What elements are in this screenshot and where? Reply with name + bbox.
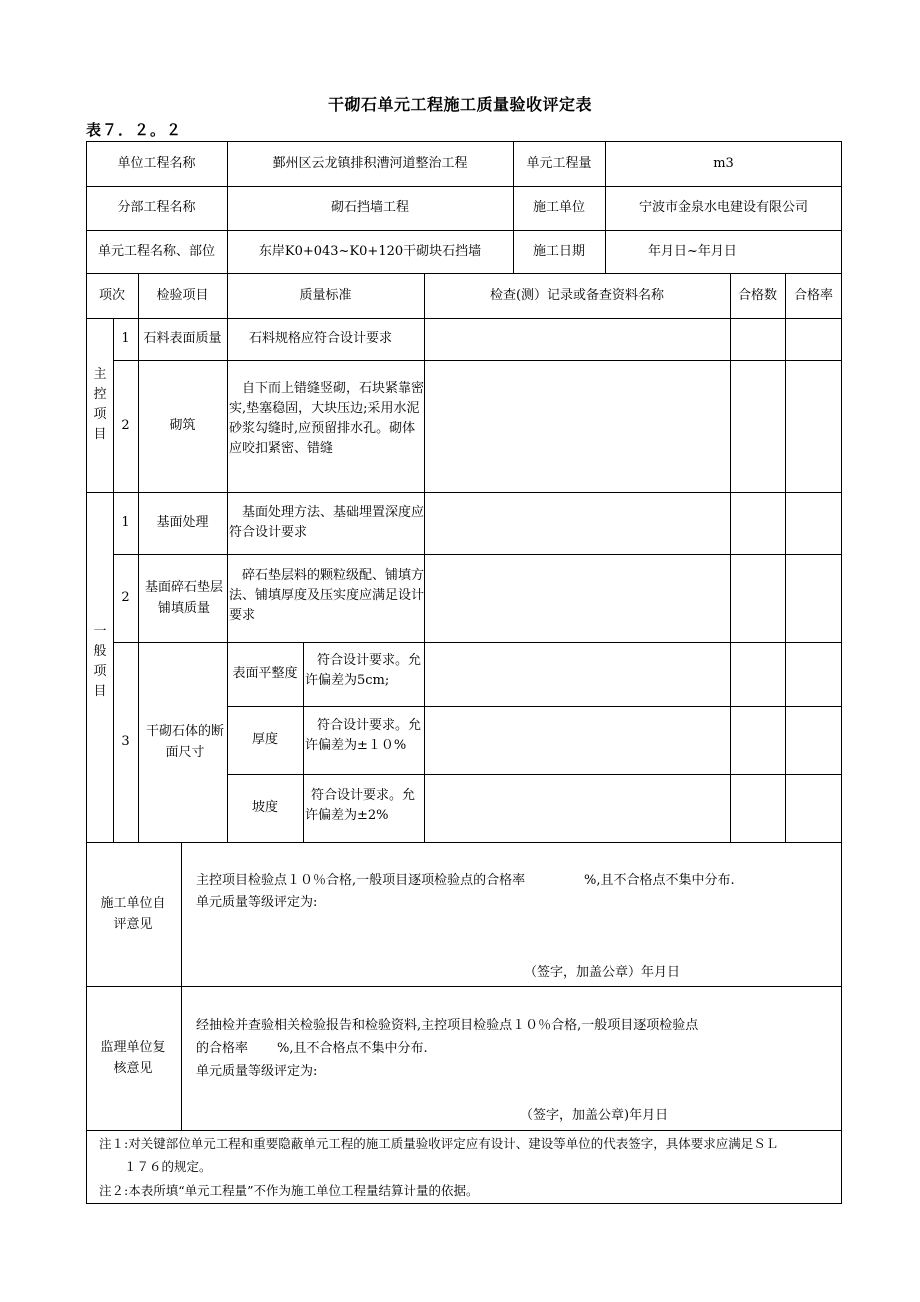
main-item-1-name: 石料表面质量	[143, 331, 222, 347]
col-record: 检查(测）记录或备查资料名称	[489, 287, 665, 303]
col-divider	[424, 273, 425, 842]
main-item-1-no: 1	[121, 331, 130, 347]
general-group-label: 一般项目	[93, 624, 107, 699]
col-inspection-item: 检验项目	[156, 287, 209, 303]
supervision-grade-line: 单元质量等级评定为:	[196, 1064, 318, 1079]
col-quality-standard: 质量标准	[299, 287, 352, 303]
self-eval-text-part1: 主控项目检验点１０％合格,一般项目逐项检验点的合格率	[196, 873, 526, 888]
sub-project-name-label: 分部工程名称	[117, 200, 196, 216]
document-title: 干砌石单元工程施工质量验收评定表	[327, 95, 592, 114]
note-1-line-1: 注１:对关键部位单元工程和重要隐蔽单元工程的施工质量验收评定应有设计、建设等单位的代表签字，具体要求应满足ＳＬ	[99, 1136, 779, 1151]
construction-date-label: 施工日期	[532, 243, 585, 259]
unit-project-name-value: 鄞州区云龙镇排积漕河道整治工程	[272, 155, 468, 171]
self-eval-text-part2: %,且不合格点不集中分布.	[584, 873, 735, 888]
self-eval-label: 施工单位自评意见	[100, 895, 166, 932]
self-eval-grade-line: 单元质量等级评定为:	[196, 895, 318, 910]
row-divider	[227, 774, 842, 775]
supervision-text-line2-part1: 的合格率	[196, 1041, 249, 1056]
general-item-1-no: 1	[121, 515, 130, 531]
element-name-label: 单元工程名称、部位	[97, 243, 215, 259]
main-group-label: 主控项目	[93, 367, 107, 442]
col-divider	[785, 273, 786, 842]
general-item-1-name: 基面处理	[156, 515, 209, 531]
construction-unit-value: 宁波市金泉水电建设有限公司	[638, 200, 808, 216]
col-divider	[303, 642, 304, 842]
construction-unit-label: 施工单位	[532, 200, 585, 216]
general-item-3-name: 干砌石体的断面尺寸	[146, 723, 225, 760]
general-item-3-sub-3-standard: 符合设计要求。允许偏差为±2%	[305, 788, 416, 824]
main-item-1-standard: 石料规格应符合设计要求	[249, 331, 393, 347]
note-1-line-2: １７６的规定。	[124, 1159, 212, 1174]
row-divider	[86, 1130, 842, 1131]
supervision-label: 监理单位复核意见	[100, 1039, 166, 1076]
general-item-2-standard: 碎石垫层料的颗粒级配、铺填方法、铺填厚度及压实度应满足设计要求	[229, 568, 425, 624]
general-item-3-sub-1-name: 表面平整度	[232, 666, 298, 682]
general-item-2-no: 2	[121, 590, 130, 606]
supervision-text-line1: 经抽检并查验相关检验报告和检验资料,主控项目检验点１０％合格,一般项目逐项检验点	[196, 1018, 699, 1033]
general-item-3-sub-3-name: 坡度	[251, 800, 278, 816]
general-item-3-sub-1-standard: 符合设计要求。允许偏差为5cm;	[305, 653, 422, 689]
supervision-sign-line: （签字，加盖公章)年月日	[520, 1108, 669, 1123]
col-item-no: 项次	[98, 287, 125, 303]
self-eval-sign-line: （签字，加盖公章）年月日	[524, 965, 681, 980]
row-divider	[86, 986, 842, 987]
col-divider	[730, 273, 731, 842]
construction-date-value: 年月日~年月日	[648, 243, 737, 259]
sub-project-name-value: 砌石挡墙工程	[330, 200, 409, 216]
row-divider	[227, 706, 842, 707]
unit-project-name-label: 单位工程名称	[117, 155, 196, 171]
supervision-text-line2-part2: %,且不合格点不集中分布.	[277, 1041, 428, 1056]
general-item-1-standard: 基面处理方法、基础埋置深度应符合设计要求	[229, 505, 425, 541]
table-number: 表７．２。２	[86, 123, 183, 139]
unit-quantity-label: 单元工程量	[526, 155, 592, 171]
col-qualified-count: 合格数	[737, 287, 777, 303]
col-pass-rate: 合格率	[793, 287, 833, 303]
general-item-3-sub-2-name: 厚度	[251, 732, 278, 748]
general-item-2-name: 基面碎石垫层铺填质量	[144, 579, 223, 616]
main-item-2-name: 砌筑	[169, 418, 196, 434]
element-name-value: 东岸K0+043~K0+120干砌块石挡墙	[258, 243, 482, 259]
col-divider	[181, 842, 182, 1130]
general-item-3-no: 3	[121, 734, 130, 750]
main-item-2-standard: 自下而上错缝竖砌，石块紧靠密实,垫塞稳固，大块压边;采用水泥砂浆勾缝时,应预留排水孔。砌体应咬扣紧密、错缝	[229, 381, 425, 457]
main-item-2-no: 2	[121, 418, 130, 434]
row-divider	[86, 842, 842, 843]
note-2: 注２:本表所填“单元工程量”不作为施工单位工程量结算计量的依据。	[99, 1183, 479, 1198]
general-item-3-sub-2-standard: 符合设计要求。允许偏差为±１０%	[305, 718, 422, 754]
unit-quantity-value: m3	[713, 155, 734, 171]
